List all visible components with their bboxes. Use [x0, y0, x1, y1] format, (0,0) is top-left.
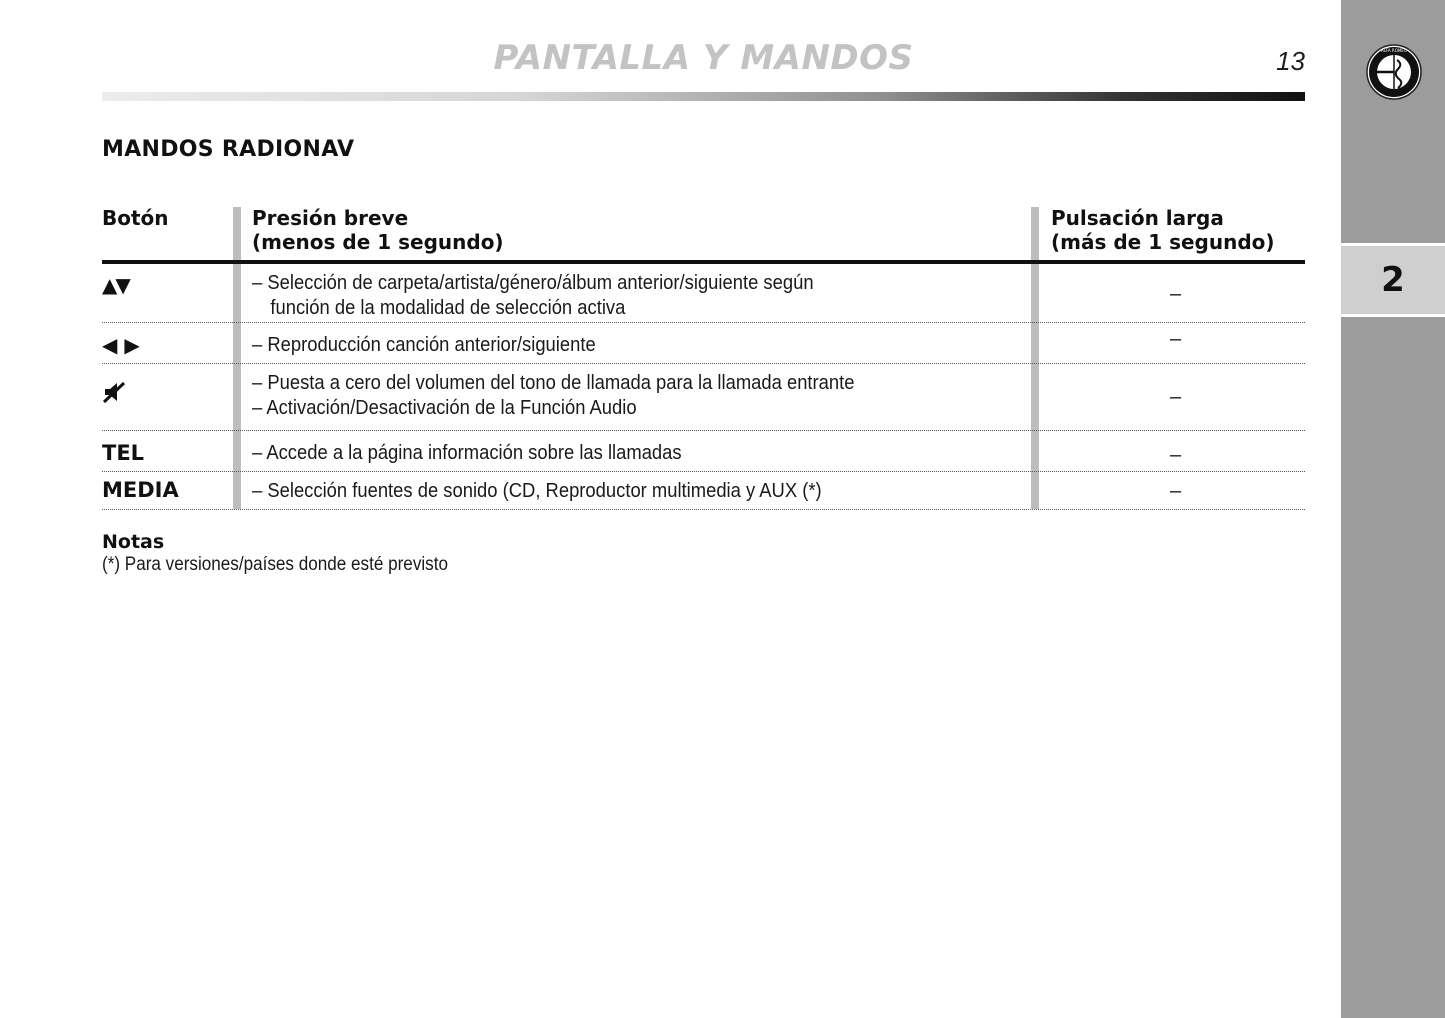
chapter-tab: [1341, 243, 1445, 317]
column-separator-1: [233, 207, 241, 509]
page-title: PANTALLA Y MANDOS: [493, 38, 914, 78]
notes-title: Notas: [102, 531, 165, 553]
long-press-value: –: [1170, 328, 1182, 350]
section-title: MANDOS RADIONAV: [102, 137, 355, 162]
row-text: – Reproducción canción anterior/siguiente: [252, 334, 596, 356]
row-divider: [102, 430, 1305, 431]
chapter-number: 2: [1381, 260, 1405, 300]
header-short-press: Presión breve (menos de 1 segundo): [252, 206, 504, 254]
header-rule-thick: [102, 260, 1305, 264]
svg-text:ALFA ROMEO: ALFA ROMEO: [1381, 48, 1407, 53]
key-media: MEDIA: [102, 478, 179, 502]
row-text: – Accede a la página información sobre las llamadas: [252, 442, 682, 464]
right-sidebar: [1341, 0, 1445, 1018]
page-number: 13: [1276, 46, 1305, 76]
row-text: – Selección de carpeta/artista/género/álbum anterior/siguiente según función de la modalidad de selección activa: [252, 272, 814, 319]
long-press-value: –: [1170, 444, 1182, 466]
row-divider: [102, 509, 1305, 510]
long-press-value: –: [1170, 386, 1182, 408]
header-long-press: Pulsación larga (más de 1 segundo): [1051, 206, 1275, 254]
notes-text: (*) Para versiones/países donde esté previsto: [102, 554, 448, 575]
row-divider: [102, 363, 1305, 364]
header-rule: [102, 92, 1305, 101]
key-tel: TEL: [102, 441, 145, 465]
alfa-romeo-logo: [1366, 44, 1422, 100]
header-button: Botón: [102, 206, 169, 230]
mute-icon: [102, 380, 126, 404]
long-press-value: –: [1170, 283, 1182, 305]
long-press-value: –: [1170, 480, 1182, 502]
row-divider: [102, 471, 1305, 472]
row-divider: [102, 322, 1305, 323]
row-text: – Selección fuentes de sonido (CD, Reproductor multimedia y AUX (*): [252, 480, 822, 502]
row-text: – Puesta a cero del volumen del tono de llamada para la llamada entrante – Activación/Desactivación de la Función Audio: [252, 372, 855, 419]
column-separator-2: [1031, 207, 1039, 509]
key-up-down-arrows: ▲▼: [102, 273, 129, 297]
key-left-right-arrows: ◀ ▶: [102, 333, 140, 357]
